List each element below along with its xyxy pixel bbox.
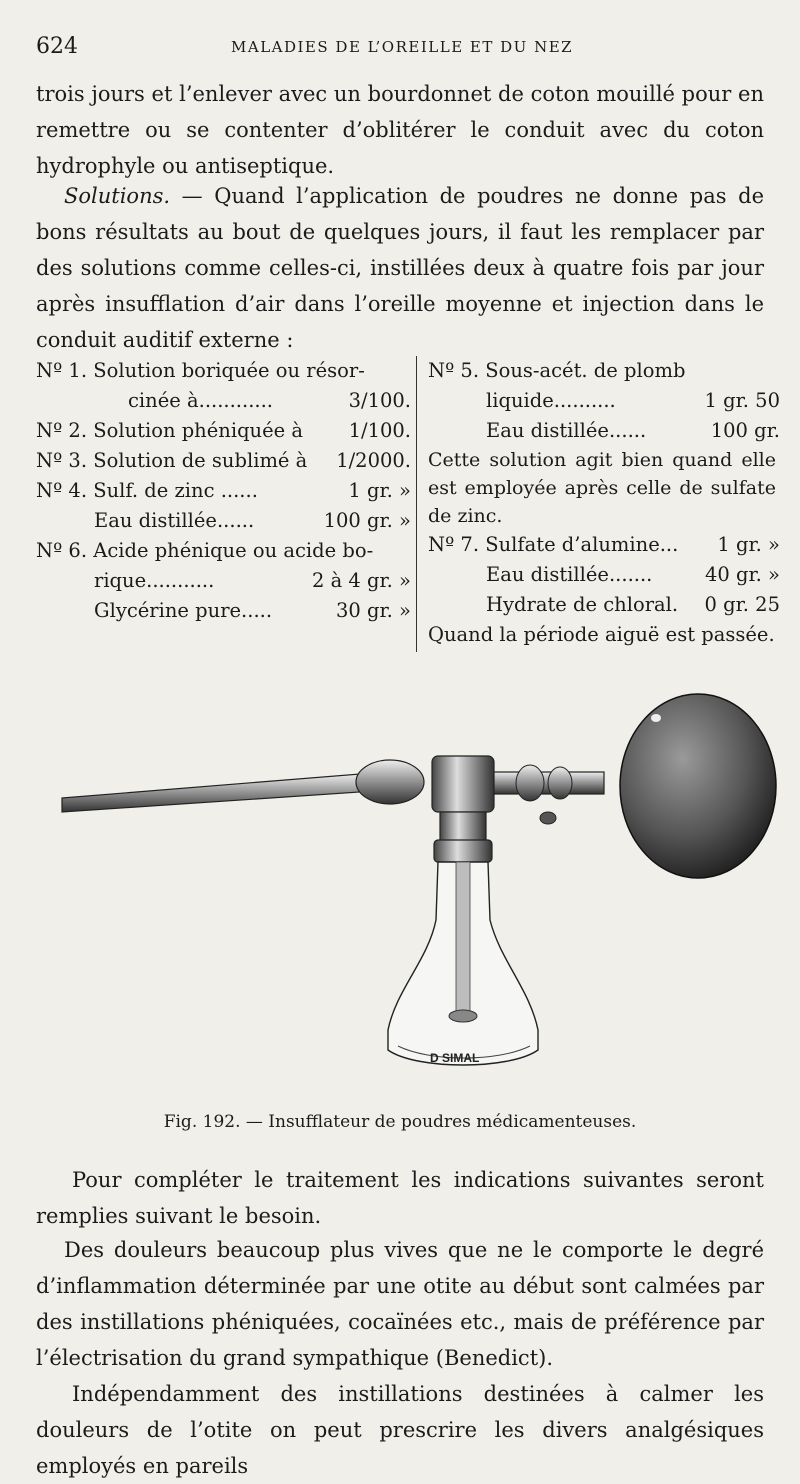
solution-dose: 30 gr. » bbox=[335, 599, 411, 622]
paragraph-solutions bbox=[36, 178, 764, 358]
page-number: 624 bbox=[36, 34, 78, 59]
solution-line bbox=[428, 620, 780, 650]
solution-dose: 100 gr. bbox=[710, 419, 780, 442]
solution-line bbox=[36, 566, 411, 596]
insufflator-figure bbox=[60, 690, 780, 1110]
solution-dose: 3/100. bbox=[348, 389, 411, 412]
solution-dose: 1 gr. » bbox=[717, 533, 780, 556]
solution-line bbox=[36, 476, 411, 506]
solution-dose: 1 gr. 50 bbox=[704, 389, 780, 412]
solution-dose: 2 à 4 gr. » bbox=[311, 569, 411, 592]
solution-line bbox=[36, 356, 411, 386]
solutions-right-column bbox=[428, 356, 780, 650]
solution-line bbox=[428, 530, 780, 560]
solution-text: Eau distillée...... bbox=[486, 419, 647, 442]
solution-line bbox=[36, 506, 411, 536]
solution-dose: 1/100. bbox=[348, 419, 411, 442]
page-header bbox=[36, 34, 764, 64]
solutions-left-column bbox=[36, 356, 411, 626]
solution-line bbox=[428, 416, 780, 446]
running-head: MALADIES DE L’OREILLE ET DU NEZ bbox=[231, 38, 574, 56]
paragraph-4: Des douleurs beaucoup plus vives que ne le comporte le degré d’inflammation déterminée par une otite au début sont calmées par des instillations phéniquées, cocaïnées etc., mais de préférence par l’électrisation du grand sympathique (Benedict). bbox=[36, 1238, 764, 1370]
solution-text: rique........... bbox=[94, 569, 215, 592]
solution-line bbox=[428, 560, 780, 590]
solution-dose: 100 gr. » bbox=[323, 509, 411, 532]
figure-caption: Fig. 192. — Insufflateur de poudres médicamenteuses. bbox=[163, 1112, 637, 1132]
solution-text: Nº 7. Sulfate d’alumine... bbox=[428, 533, 679, 556]
solution-dose: 1/2000. bbox=[336, 449, 411, 472]
paragraph-3: Pour compléter le traitement les indications suivantes seront remplies suivant le besoin. bbox=[36, 1168, 764, 1228]
solution-dose: 40 gr. » bbox=[704, 563, 780, 586]
solution-line bbox=[36, 596, 411, 626]
solution-text: Quand la période aiguë est passée. bbox=[428, 623, 775, 646]
solution-line bbox=[428, 386, 780, 416]
solution-text: Nº 3. Solution de sublimé à bbox=[36, 449, 308, 472]
paragraph-5: Indépendamment des instillations destinées à calmer les douleurs de l’otite on peut prescrire les divers analgésiques employés en pareils bbox=[36, 1382, 764, 1478]
engraver-mark: D SIMAL bbox=[430, 1051, 480, 1065]
solution-text: Nº 5. Sous-acét. de plomb bbox=[428, 359, 686, 382]
solution-line bbox=[36, 536, 411, 566]
solution-text: Glycérine pure..... bbox=[94, 599, 273, 622]
solution-text: Nº 1. Solution boriquée ou résor- bbox=[36, 359, 365, 382]
solution-dose: 0 gr. 25 bbox=[704, 593, 780, 616]
solution-line bbox=[36, 416, 411, 446]
section-text: — Quand l’application de poudres ne donne pas de bons résultats au bout de quelques jours, il faut les remplacer par des solutions comme celles-ci, instillées deux à quatre fois par jour après insufflation d’air dans l’oreille moyenne et injection dans le conduit auditif externe : bbox=[36, 184, 764, 352]
solution-text: Nº 6. Acide phénique ou acide bo- bbox=[36, 539, 374, 562]
insufflator-engraving bbox=[60, 690, 780, 1110]
solution-text: Hydrate de chloral. bbox=[486, 593, 679, 616]
solution-text: liquide.......... bbox=[486, 389, 616, 412]
solution-text: Nº 4. Sulf. de zinc ...... bbox=[36, 479, 258, 502]
solution-line bbox=[36, 446, 411, 476]
solution-line bbox=[428, 590, 780, 620]
paragraph-1: trois jours et l’enlever avec un bourdonnet de coton mouillé pour en remettre ou se contenter d’oblitérer le conduit avec du coton hydrophyle ou antiseptique. bbox=[36, 82, 764, 178]
solution-line bbox=[36, 386, 411, 416]
solution-text: Eau distillée....... bbox=[486, 563, 653, 586]
solution-text: Nº 2. Solution phéniquée à bbox=[36, 419, 304, 442]
solution-text: cinée à............ bbox=[128, 389, 274, 412]
solution-text: Eau distillée...... bbox=[94, 509, 255, 532]
note-solution-5: Cette solution agit bien quand elle est employée après celle de sulfate de zinc. bbox=[428, 449, 776, 527]
solutions-table bbox=[36, 356, 780, 656]
solution-line bbox=[428, 356, 780, 386]
solution-dose: 1 gr. » bbox=[348, 479, 411, 502]
section-lead: Solutions. bbox=[64, 184, 171, 208]
column-divider bbox=[416, 356, 417, 652]
